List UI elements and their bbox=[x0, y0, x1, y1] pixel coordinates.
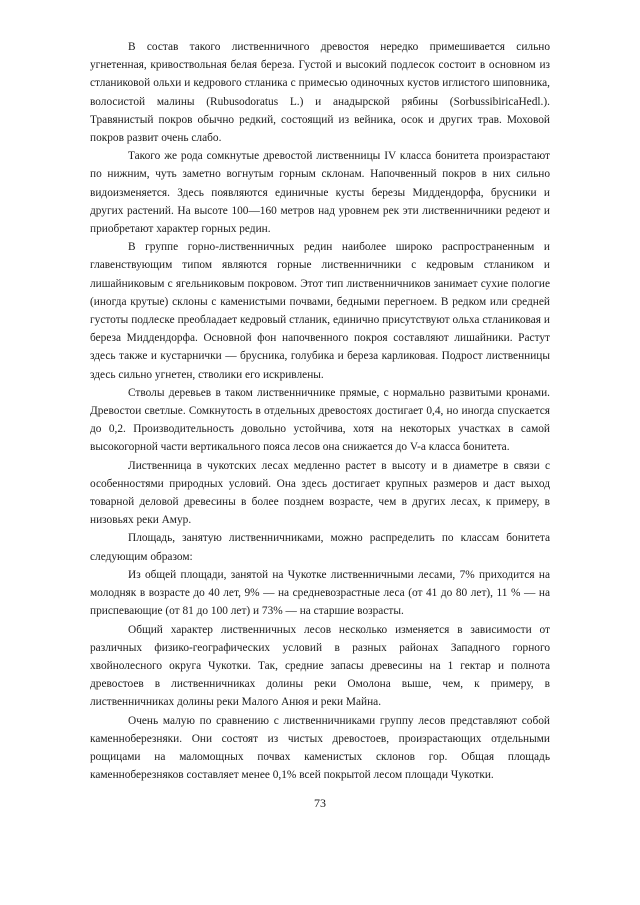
paragraph-7: Из общей площади, занятой на Чукотке лиственничными лесами, 7% приходится на молодняк в возрасте до 40 лет, 9% — на средневозрастные леса (от 41 до 80 лет), 11 % — на приспевающие (от 81 до 100 лет) и 73% — на старшие возрасты. bbox=[90, 568, 550, 618]
paragraph-4: Стволы деревьев в таком лиственничнике прямые, с нормально развитыми кронами. Древостои светлые. Сомкнутость в отдельных древостоях достигает 0,4, но иногда спускается до 0,2. Производительность довольно устойчива, хотя на некоторых участках в самой высокогорной части вертикального пояса лесов она снижается до V-а класса бонитета. bbox=[90, 386, 550, 454]
paragraph-2: Такого же рода сомкнутые древостой лиственницы IV класса бонитета произрастают по нижним, чуть заметно вогнутым горным склонам. Напочвенный покров в них сильно видоизменяется. Здесь появляются единичные кусты березы Миддендорфа, брусники и других растений. На высоте 100—160 метров над уровнем рек эти лиственничники редеют и приобретают характер горных редин. bbox=[90, 150, 550, 236]
paragraph-6: Площадь, занятую лиственничниками, можно распределить по классам бонитета следующим образом: bbox=[90, 532, 550, 563]
paragraph-1: В состав такого лиственничного древостоя нередко примешивается сильно угнетенная, кривоствольная белая береза. Густой и высокий подлесок состоит в основном из стланиковой ольхи и кедрового стланика с примесью одиночных кустов иглистого шиповника, волосистой малины (Rubusodoratus L.) и анадырской рябины (SorbussibiricaHedl.). Травянистый покров обычно редкий, состоящий из вейника, осок и других трав. Моховой покров развит очень слабо. bbox=[90, 41, 550, 145]
page-number: 73 bbox=[314, 796, 326, 810]
paragraph-5: Лиственница в чукотских лесах медленно растет в высоту и в диаметре в связи с особенностями природных условий. Она здесь достигает крупных размеров и даст выход товарной деловой древесины в более позднем возрасте, чем в других лесах, к примеру, в низовьях реки Амур. bbox=[90, 459, 550, 527]
paragraph-8: Общий характер лиственничных лесов несколько изменяется в зависимости от различных физико-географических условий в разных районах Западного горного хвойнолесного округа Чукотки. Так, средние запасы древесины на 1 гектар и полнота древостоев в лиственничниках долины реки Омолона выше, чем, к примеру, в лиственничниках долины реки Малого Анюя и реки Майна. bbox=[90, 623, 550, 709]
paragraph-9: Очень малую по сравнению с лиственничниками группу лесов представляют собой каменноберезняки. Они состоят из чистых древостоев, произрастающих отдельными рощицами на маломощных почвах каменистых склонов гор. Общая площадь каменноберезняков составляет менее 0,1% всей покрытой лесом площади Чукотки. bbox=[90, 714, 550, 782]
page-body bbox=[90, 38, 550, 784]
paragraph-3: В группе горно-лиственничных редин наиболее широко распространенным и главенствующим типом являются горные лиственничники с кедровым стлаником и лишайниковым с ягельниковым покровом. Этот тип лиственничников занимает сухие пологие (иногда крутые) склоны с каменистыми почвами, бедными перегноем. В редком или средней густоты подлеске преобладает кедровый стланик, единично присутствуют ольха стланиковая и береза Миддендорфа. Основной фон напочвенного покроя составляют лишайники. Растут здесь также и кустарнички — брусника, голубика и береза карликовая. Подрост лиственницы здесь сильно угнетен, стволики его искривлены. bbox=[90, 241, 550, 381]
